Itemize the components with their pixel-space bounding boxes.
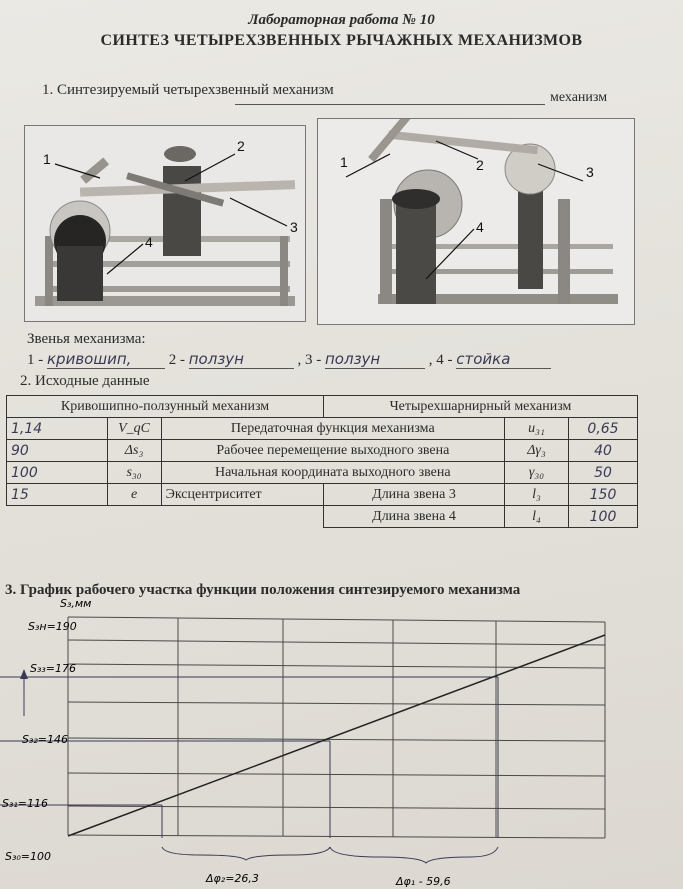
y-tick-label: S₃₀=100: [5, 850, 52, 863]
lab-title: Лабораторная работа № 10: [248, 12, 435, 28]
annotation-delta-phi1: Δφ₁ - 59,6: [396, 875, 451, 888]
cell-val: 15: [7, 484, 108, 506]
series-line: [68, 635, 605, 836]
cell-rval: 100: [569, 506, 638, 528]
cell-rsym: l₄: [505, 506, 569, 528]
table-row: [7, 506, 638, 528]
table-row: [7, 462, 638, 484]
photo-right: [317, 118, 635, 325]
right-header: Четырехшарнирный механизм: [324, 396, 638, 418]
y-tick-label: S₃₁=116: [2, 797, 49, 810]
photo-left-label-3: 3: [290, 219, 298, 235]
link2-prefix: 2 -: [168, 352, 185, 368]
cell-rsym2: l₃: [505, 484, 569, 506]
section3-heading: 3. График рабочего участка функции положения синтезируемого механизма: [5, 582, 521, 598]
annotation-delta-phi2: Δφ₂=26,3: [206, 872, 259, 885]
cell-val: 1,14: [7, 418, 108, 440]
mechanism-name-line: [235, 104, 545, 105]
table-row: [7, 484, 638, 506]
cell-sym: Δs₃: [107, 440, 161, 462]
y-axis-label: S₃,мм: [60, 597, 92, 610]
photo-left: [24, 125, 306, 322]
photo-right-label-3: 3: [586, 164, 594, 180]
links-row: [27, 350, 667, 369]
cell-rval: 50: [569, 462, 638, 484]
photo-left-leaders: [25, 126, 305, 321]
input-data-table: [6, 395, 638, 528]
main-title: СИНТЕЗ ЧЕТЫРЕХЗВЕННЫХ РЫЧАЖНЫХ МЕХАНИЗМОВ: [100, 32, 583, 49]
cell-rsym: u₃₁: [505, 418, 569, 440]
cell-val: 90: [7, 440, 108, 462]
cell-rsym: Длина звена 3: [324, 484, 505, 506]
table-row: [7, 418, 638, 440]
cell-rsym: γ₃₀: [505, 462, 569, 484]
link3-value: ползун: [325, 350, 425, 369]
cell-rsym: Δγ₃: [505, 440, 569, 462]
y-tick-label: S₃₂=146: [22, 733, 69, 746]
link4-prefix: , 4 -: [428, 352, 453, 368]
links-title: Звенья механизма:: [27, 331, 146, 347]
table-header-row: [7, 396, 638, 418]
cell-name: Передаточная функция механизма: [161, 418, 504, 440]
link2-value: ползун: [189, 350, 294, 369]
position-function-chart: [0, 595, 683, 889]
cell-sym: e: [107, 484, 161, 506]
table-row: [7, 440, 638, 462]
cell-sym: V_qC: [107, 418, 161, 440]
link1-prefix: 1 -: [27, 352, 44, 368]
link3-prefix: , 3 -: [297, 352, 322, 368]
photo-left-label-2: 2: [237, 138, 245, 154]
cell-val: 100: [7, 462, 108, 484]
cell-empty: [7, 506, 324, 528]
photo-right-label-2: 2: [476, 157, 484, 173]
photo-right-label-1: 1: [340, 154, 348, 170]
link4-value: стойка: [456, 350, 551, 369]
photo-left-label-4: 4: [145, 234, 153, 250]
left-header: Кривошипно-ползунный механизм: [7, 396, 324, 418]
photo-right-label-4: 4: [476, 219, 484, 235]
y-tick-label: S₃н=190: [28, 620, 77, 633]
cell-sym: s₃₀: [107, 462, 161, 484]
cell-name: Эксцентриситет: [161, 484, 323, 506]
section1-heading: 1. Синтезируемый четырехзвенный механизм: [42, 82, 334, 98]
link1-value: кривошип,: [47, 350, 165, 369]
y-tick-label: S₃₃=176: [30, 662, 77, 675]
cell-rval: 40: [569, 440, 638, 462]
section2-heading: 2. Исходные данные: [20, 373, 150, 389]
cell-rval: 0,65: [569, 418, 638, 440]
chart-up-arrow: [20, 669, 28, 679]
photo-left-label-1: 1: [43, 151, 51, 167]
photo-right-leaders: [318, 119, 634, 324]
cell-name: Длина звена 4: [324, 506, 505, 528]
cell-name: Рабочее перемещение выходного звена: [161, 440, 504, 462]
mechanism-suffix: механизм: [550, 90, 608, 105]
cell-name: Начальная координата выходного звена: [161, 462, 504, 484]
cell-rval: 150: [569, 484, 638, 506]
